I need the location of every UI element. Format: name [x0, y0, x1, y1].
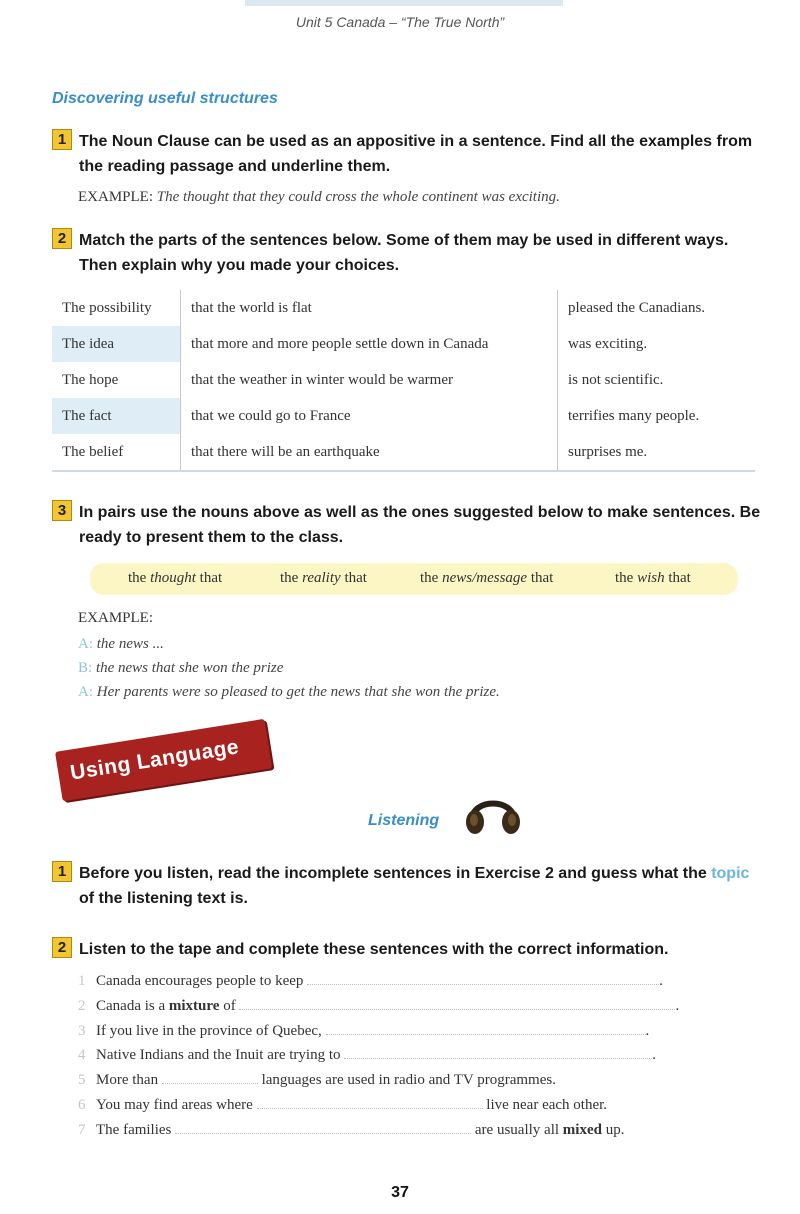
list-item: 4 Native Indians and the Inuit are trying to . [78, 1047, 657, 1063]
question-number-badge: 1 [52, 129, 72, 150]
question-number-badge: 2 [52, 937, 72, 958]
table-row [52, 362, 755, 398]
question-number-badge: 3 [52, 500, 72, 521]
clause-cell: that more and more people settle down in Canada [181, 326, 558, 362]
question-text: The Noun Clause can be used as an appositive in a sentence. Find all the examples from the reading passage and underline them. [79, 133, 753, 175]
clause-cell: that the world is flat [181, 290, 558, 326]
predicate-cell: was exciting. [568, 335, 648, 352]
question-number-badge: 1 [52, 861, 72, 882]
list-item: 5 More than languages are used in radio and TV programmes. [78, 1072, 556, 1088]
clause-cell: that we could go to France [181, 398, 558, 434]
example-label: EXAMPLE: [78, 189, 153, 205]
answer-blank[interactable] [326, 1022, 646, 1035]
list-item: 1 Canada encourages people to keep . [78, 973, 663, 989]
predicate-cell: is not scientific. [568, 371, 664, 388]
suggestion-item: the thought that [128, 570, 223, 586]
listening-title: Listening [368, 812, 440, 829]
table-row [52, 290, 755, 326]
answer-blank[interactable] [239, 997, 675, 1010]
header-decoration [245, 0, 563, 6]
list-item: 2 Canada is a mixture of . [78, 998, 680, 1014]
question-number-badge: 2 [52, 228, 72, 249]
question-1 [52, 129, 762, 179]
example-line: B: the news that she won the prize [78, 660, 284, 676]
question-text: Before you listen, read the incomplete sentences in Exercise 2 and guess what the topic of the listening text is. [79, 865, 750, 907]
suggestion-item: the news/message that [420, 570, 554, 586]
listening-question-1 [52, 861, 762, 911]
example-text: The thought that they could cross the whole continent was exciting. [156, 189, 560, 205]
example-line: A: the news ... [78, 636, 164, 652]
answer-blank[interactable] [307, 972, 659, 985]
page-number: 37 [391, 1184, 409, 1201]
example-line: A: Her parents were so pleased to get the news that she won the prize. [78, 684, 500, 700]
noun-cell: The hope [62, 371, 119, 388]
example-label: EXAMPLE: [78, 610, 153, 626]
table-row [52, 434, 755, 471]
question-2 [52, 228, 762, 278]
suggestion-item: the reality that [280, 570, 367, 586]
list-item: 6 You may find areas where live near each other. [78, 1097, 608, 1113]
noun-cell: The possibility [62, 299, 152, 316]
clause-cell: that the weather in winter would be warmer [181, 362, 558, 398]
example [78, 189, 560, 206]
unit-header: Unit 5 Canada – “The True North” [295, 14, 505, 30]
table-row [52, 326, 755, 362]
section-title: Discovering useful structures [52, 90, 278, 107]
list-item: 7 The families are usually all mixed up. [78, 1122, 625, 1138]
list-item: 3 If you live in the province of Quebec, . [78, 1023, 650, 1039]
answer-blank[interactable] [257, 1096, 483, 1109]
noun-cell: The fact [52, 398, 181, 434]
matching-table [52, 290, 755, 472]
banner-text: Using Language [68, 735, 241, 785]
suggestion-item: the wish that [615, 570, 691, 586]
question-3 [52, 500, 762, 550]
noun-cell: The idea [52, 326, 181, 362]
question-text: Listen to the tape and complete these sentences with the correct information. [79, 941, 669, 958]
noun-cell: The belief [52, 434, 181, 471]
predicate-cell: surprises me. [558, 434, 756, 471]
listening-question-2 [52, 937, 772, 962]
question-text: Match the parts of the sentences below. Some of them may be used in different ways. Then explain why you made your choices. [79, 232, 729, 274]
using-language-banner [55, 719, 272, 802]
headphones-icon [462, 790, 524, 836]
clause-cell: that there will be an earthquake [181, 434, 558, 471]
predicate-cell: pleased the Canadians. [568, 299, 706, 316]
answer-blank[interactable] [162, 1071, 258, 1084]
answer-blank[interactable] [175, 1121, 471, 1134]
question-text: In pairs use the nouns above as well as the ones suggested below to make sentences. Be ready to present them to the class. [79, 504, 761, 546]
table-row [52, 398, 755, 434]
answer-blank[interactable] [344, 1046, 652, 1059]
predicate-cell: terrifies many people. [568, 407, 700, 424]
